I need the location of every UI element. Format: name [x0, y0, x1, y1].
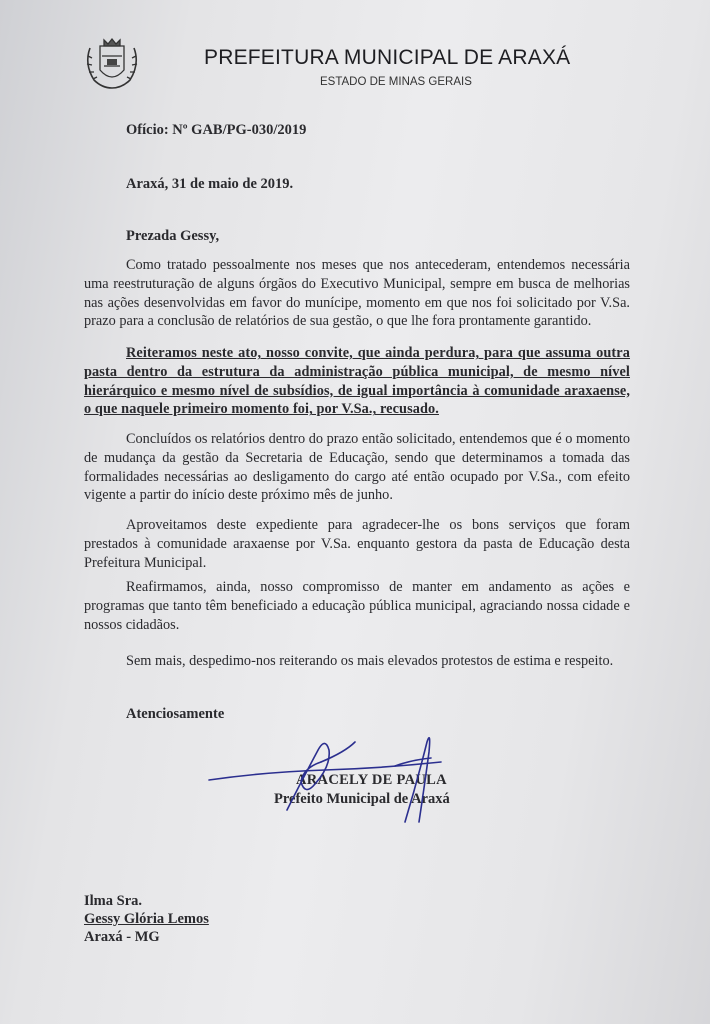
- paragraph-6: Sem mais, despedimo-nos reiterando os mais elevados protestos de estima e respeito.: [126, 653, 614, 669]
- paragraph-3: Concluídos os relatórios dentro do prazo então solicitado, entendemos que é o momento de mudança da gestão da Secretaria de Educação, sendo que determinamos a tomada das formalidades necessárias ao desligamento do cargo até então ocupado por V.Sa., com efeito vigente a partir do início deste próximo mês de junho.: [84, 431, 630, 504]
- paragraph-5: Reafirmamos, ainda, nosso compromisso de manter em andamento as ações e programas que tanto têm beneficiado a educação pública municipal, agraciando nossa cidade e nossos cidadãos.: [84, 579, 630, 633]
- recipient-location: Araxá - MG: [84, 929, 160, 945]
- header-subtitle: ESTADO DE MINAS GERAIS: [320, 76, 472, 88]
- letter-closing: Atenciosamente: [126, 706, 225, 722]
- signatory-role: Prefeito Municipal de Araxá: [274, 791, 450, 807]
- signatory-name: ARACELY DE PAULA: [296, 772, 447, 788]
- letter-date: Araxá, 31 de maio de 2019.: [126, 176, 294, 192]
- recipient-salutation: Ilma Sra.: [84, 893, 142, 909]
- paragraph-4: Aproveitamos deste expediente para agradecer-lhe os bons serviços que foram prestados à comunidade araxaense por V.Sa. enquanto gestora da pasta de Educação desta Prefeitura Municipal.: [84, 517, 630, 571]
- handwritten-signature-icon: [205, 722, 465, 832]
- recipient-name: Gessy Glória Lemos: [84, 911, 209, 927]
- paragraph-2-highlighted: Reiteramos neste ato, nosso convite, que ainda perdura, para que assuma outra pasta dentro da estrutura da administração pública municipal, de mesmo nível hierárquico e mesmo nível de subsídios, de igual importância à comunidade araxaense, o que naquele primeiro momento foi, por V.Sa., recusado.: [84, 345, 630, 418]
- letter-reference: Ofício: Nº GAB/PG-030/2019: [126, 122, 307, 138]
- municipal-crest-icon: [80, 36, 144, 92]
- paragraph-1: Como tratado pessoalmente nos meses que nos antecederam, entendemos necessária uma reestruturação de alguns órgãos do Executivo Municipal, sempre em busca de melhorias nas ações desenvolvidas em favor do munícipe, momento em que nos foi solicitado por V.Sa. prazo para a conclusão de relatórios de sua gestão, o que lhe fora prontamente garantido.: [84, 257, 630, 330]
- header-title: PREFEITURA MUNICIPAL DE ARAXÁ: [204, 46, 571, 69]
- letter-greeting: Prezada Gessy,: [126, 228, 220, 244]
